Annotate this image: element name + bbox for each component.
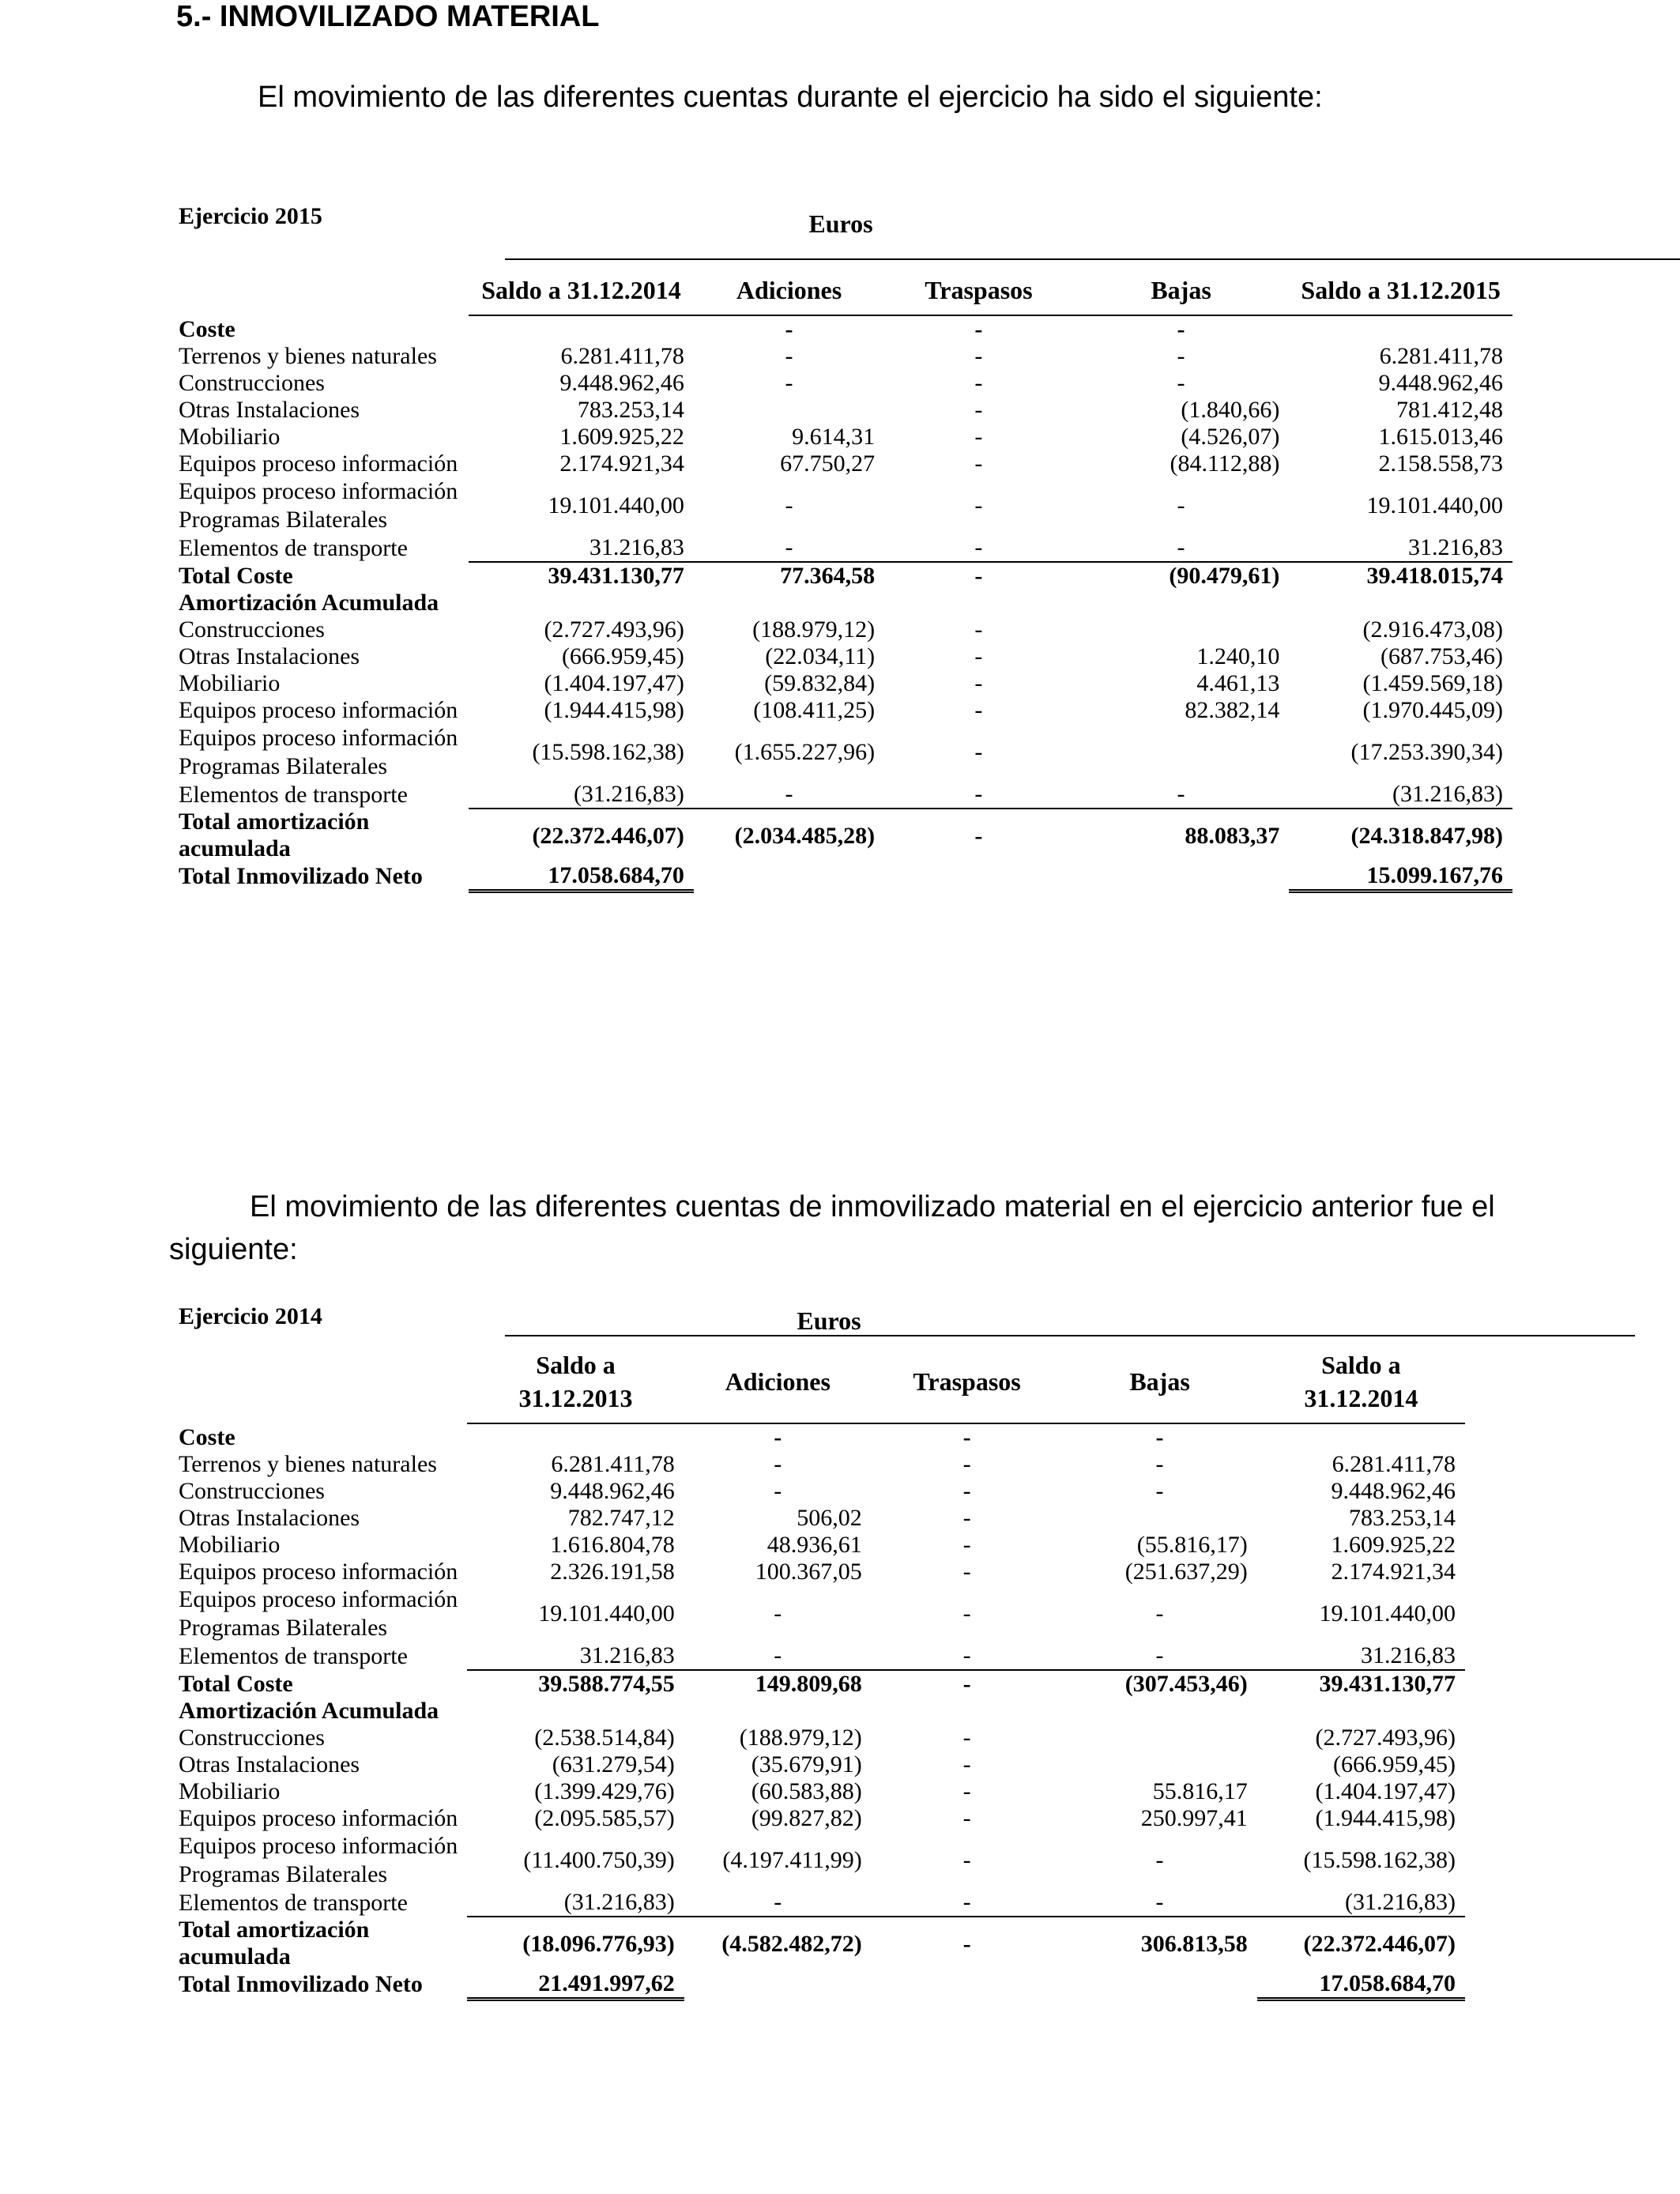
cell-adiciones: - [785, 370, 793, 396]
cell-traspasos: - [974, 397, 983, 423]
cell-traspasos: - [974, 534, 983, 560]
column-header: Traspasos [872, 1344, 1063, 1423]
cell-saldo-inicial: 1.609.925,22 [559, 424, 684, 450]
cell-saldo-final: 17.058.684,70 [1257, 1970, 1465, 2000]
cell-bajas: - [1177, 316, 1185, 342]
cell-saldo-inicial: 6.281.411,78 [551, 1451, 675, 1477]
cell-saldo-final: 39.431.130,77 [1257, 1670, 1465, 1698]
cell-traspasos: - [974, 643, 983, 669]
cell-traspasos: - [962, 1505, 971, 1531]
table-row [169, 670, 1512, 697]
cell-traspasos: - [962, 1642, 971, 1668]
cell-saldo-final: 31.216,83 [1408, 534, 1503, 560]
row-label: Equipos proceso información Programas Bilaterales [179, 478, 458, 533]
cell-bajas: (55.816,17) [1136, 1532, 1248, 1558]
cell-saldo-inicial: 39.588.774,55 [467, 1670, 684, 1698]
table-row [169, 1778, 1465, 1805]
table-row [169, 315, 1512, 343]
cell-traspasos: - [974, 697, 983, 723]
cell-saldo-inicial: (2.538.514,84) [534, 1725, 675, 1751]
cell-saldo-final: 9.448.962,46 [1378, 370, 1503, 396]
cell-saldo-inicial: (15.598.162,38) [532, 739, 684, 765]
row-label: Total amortización acumulada [179, 1917, 370, 1970]
cell-saldo-inicial: (31.216,83) [573, 781, 684, 807]
cell-saldo-final: (1.459.569,18) [1362, 670, 1503, 696]
cell-bajas: 250.997,41 [1140, 1805, 1248, 1831]
table-row [169, 1725, 1465, 1751]
cell-saldo-final: (1.404.197,47) [1315, 1778, 1456, 1804]
cell-saldo-final: (31.216,83) [1392, 781, 1503, 807]
cell-saldo-final: 783.253,14 [1349, 1505, 1456, 1531]
cell-adiciones: - [774, 1451, 782, 1477]
table-row [169, 424, 1512, 450]
cell-bajas: 1.240,10 [1196, 643, 1280, 669]
column-header: Saldo a 31.12.2013 [467, 1344, 684, 1423]
cell-bajas: 88.083,37 [1073, 809, 1290, 862]
cell-adiciones: 48.936,61 [767, 1532, 862, 1558]
cell-saldo-inicial: 782.747,12 [567, 1505, 675, 1531]
cell-adiciones [694, 590, 884, 616]
cell-saldo-inicial: 19.101.440,00 [538, 1600, 675, 1627]
row-label: Construcciones [179, 1725, 325, 1751]
cell-traspasos: - [974, 450, 983, 477]
cell-traspasos: - [872, 1670, 1063, 1698]
row-label: Equipos proceso información [179, 1559, 458, 1585]
cell-saldo-inicial: (1.399.429,76) [534, 1778, 675, 1804]
row-label: Terrenos y bienes naturales [179, 1451, 437, 1477]
table-row [169, 1532, 1465, 1559]
row-label: Equipos proceso información [179, 697, 458, 723]
cell-saldo-inicial: 783.253,14 [577, 397, 684, 423]
column-header: Saldo a 31.12.2015 [1289, 269, 1512, 315]
table-row [169, 1559, 1465, 1585]
cell-bajas: (1.840,66) [1181, 397, 1280, 423]
cell-bajas: - [1155, 1451, 1164, 1477]
table-row [169, 616, 1512, 643]
cell-traspasos: - [962, 1532, 971, 1558]
cell-adiciones: (4.197.411,99) [722, 1847, 862, 1873]
table-row [169, 697, 1512, 724]
cell-saldo-final [1289, 590, 1512, 616]
euros-label-2015: Euros [808, 209, 873, 238]
table-row [169, 370, 1512, 397]
cell-traspasos: - [962, 1478, 971, 1504]
cell-bajas [1062, 1970, 1256, 2000]
table-row [169, 397, 1512, 424]
cell-saldo-inicial: (2.727.493,96) [544, 616, 684, 643]
cell-saldo-final: 19.101.440,00 [1366, 492, 1503, 518]
table-row [169, 1832, 1465, 1889]
cell-saldo-final: (2.727.493,96) [1315, 1725, 1456, 1751]
cell-adiciones [694, 397, 884, 424]
row-label: Mobiliario [179, 1778, 281, 1804]
cell-adiciones: 67.750,27 [780, 450, 876, 477]
table-row [169, 1670, 1465, 1698]
year-label-2014: Ejercicio 2014 [179, 1303, 322, 1329]
cell-adiciones: (59.832,84) [764, 670, 876, 696]
cell-traspasos: - [974, 343, 983, 369]
header-blank-cell [169, 269, 469, 315]
cell-traspasos: - [974, 492, 983, 518]
row-label: Equipos proceso información Programas Bilaterales [179, 1833, 458, 1887]
cell-saldo-inicial: 9.448.962,46 [550, 1478, 675, 1504]
row-label: Elementos de transporte [179, 534, 408, 561]
row-label: Amortización Acumulada [179, 1698, 439, 1724]
table-row [169, 781, 1512, 809]
cell-adiciones: (188.979,12) [739, 1725, 862, 1751]
cell-saldo-final: 15.099.167,76 [1289, 862, 1512, 892]
cell-bajas [1073, 724, 1290, 781]
row-label: Equipos proceso información Programas Bilaterales [179, 725, 458, 779]
row-label: Mobiliario [179, 670, 281, 696]
cell-saldo-inicial: (631.279,54) [552, 1751, 675, 1777]
cell-adiciones: - [774, 1889, 782, 1915]
cell-saldo-final: 6.281.411,78 [1379, 343, 1503, 369]
column-header: Adiciones [694, 269, 884, 315]
cell-saldo-final: 1.609.925,22 [1331, 1532, 1456, 1558]
cell-saldo-final: (15.598.162,38) [1303, 1847, 1456, 1873]
cell-saldo-inicial: (1.944.415,98) [544, 697, 684, 723]
cell-saldo-final: 2.174.921,34 [1331, 1559, 1456, 1585]
cell-traspasos: - [974, 739, 983, 765]
cell-bajas: - [1177, 370, 1185, 396]
cell-saldo-inicial: 2.174.921,34 [559, 450, 684, 477]
cell-adiciones: 506,02 [797, 1505, 862, 1531]
cell-saldo-inicial: 9.448.962,46 [559, 370, 684, 396]
cell-traspasos: - [962, 1805, 971, 1831]
cell-traspasos: - [962, 1559, 971, 1585]
section-heading: 5.- INMOVILIZADO MATERIAL [176, 0, 600, 33]
cell-saldo-final: (22.372.446,07) [1257, 1917, 1465, 1970]
table-row [169, 343, 1512, 370]
table-row [169, 862, 1512, 892]
column-header: Bajas [1073, 269, 1290, 315]
cell-traspasos: - [884, 562, 1073, 590]
row-label: Otras Instalaciones [179, 1751, 360, 1777]
cell-adiciones: (2.034.485,28) [694, 809, 884, 862]
cell-saldo-inicial: 6.281.411,78 [560, 343, 684, 369]
cell-saldo-inicial: 2.326.191,58 [550, 1559, 675, 1585]
cell-traspasos: - [962, 1451, 971, 1477]
cell-saldo-final [1257, 1698, 1465, 1725]
cell-adiciones: - [785, 316, 793, 342]
cell-saldo-final: 19.101.440,00 [1319, 1600, 1456, 1627]
cell-traspasos: - [884, 809, 1073, 862]
cell-adiciones: 9.614,31 [792, 424, 876, 450]
cell-saldo-final: 9.448.962,46 [1331, 1478, 1456, 1504]
cell-saldo-inicial: (22.372.446,07) [469, 809, 694, 862]
cell-bajas [1062, 1725, 1256, 1751]
cell-traspasos: - [962, 1751, 971, 1777]
column-header: Bajas [1062, 1344, 1256, 1423]
cell-saldo-inicial: (18.096.776,93) [467, 1917, 684, 1970]
cell-saldo-final: (17.253.390,34) [1350, 739, 1503, 765]
table-row [169, 562, 1512, 590]
cell-traspasos: - [962, 1600, 971, 1627]
cell-traspasos: - [974, 424, 983, 450]
row-label: Total Inmovilizado Neto [179, 1971, 423, 1998]
cell-saldo-inicial: 1.616.804,78 [550, 1532, 675, 1558]
cell-adiciones: (60.583,88) [751, 1778, 862, 1804]
cell-saldo-final: 31.216,83 [1361, 1642, 1456, 1668]
table-row [169, 1751, 1465, 1778]
row-label: Elementos de transporte [179, 1889, 408, 1916]
column-header: Saldo a 31.12.2014 [1257, 1344, 1465, 1423]
cell-saldo-inicial: (31.216,83) [563, 1889, 675, 1915]
row-label: Mobiliario [179, 424, 281, 450]
cell-saldo-inicial: 17.058.684,70 [469, 862, 694, 892]
row-label: Equipos proceso información Programas Bilaterales [179, 1586, 458, 1641]
cell-bajas: - [1177, 343, 1185, 369]
column-header: Saldo a 31.12.2014 [469, 269, 694, 315]
cell-saldo-inicial: (666.959,45) [561, 643, 684, 669]
row-label: Otras Instalaciones [179, 397, 360, 423]
cell-adiciones: - [785, 343, 793, 369]
row-label: Total Coste [179, 1670, 293, 1697]
cell-saldo-inicial: (11.400.750,39) [523, 1847, 675, 1873]
cell-saldo-final: (31.216,83) [1345, 1889, 1456, 1915]
row-label: Coste [179, 315, 235, 342]
cell-saldo-inicial: 39.431.130,77 [469, 562, 694, 590]
table-row [169, 534, 1512, 562]
table-row [169, 1970, 1465, 2000]
cell-saldo-final: (1.944.415,98) [1315, 1805, 1456, 1831]
table-row [169, 809, 1512, 862]
cell-traspasos [872, 1698, 1063, 1725]
euros-rule-2015 [505, 258, 1680, 260]
row-label: Total Coste [179, 562, 293, 589]
row-label: Construcciones [179, 1478, 325, 1504]
cell-traspasos: - [974, 316, 983, 342]
cell-bajas [1073, 862, 1290, 892]
row-label: Construcciones [179, 616, 325, 643]
row-label: Otras Instalaciones [179, 1505, 360, 1531]
table-row [169, 724, 1512, 781]
table-row [169, 1889, 1465, 1917]
cell-traspasos: - [962, 1725, 971, 1751]
cell-saldo-final: 39.418.015,74 [1289, 562, 1512, 590]
cell-saldo-final: (1.970.445,09) [1362, 697, 1503, 723]
cell-saldo-inicial [467, 1423, 684, 1451]
row-label: Equipos proceso información [179, 450, 458, 477]
cell-bajas [1062, 1751, 1256, 1778]
cell-saldo-final: 6.281.411,78 [1332, 1451, 1456, 1477]
header-row [169, 1344, 1465, 1423]
table-row [169, 477, 1512, 534]
cell-adiciones: (4.582.482,72) [684, 1917, 872, 1970]
cell-bajas [1073, 590, 1290, 616]
cell-saldo-final [1257, 1423, 1465, 1451]
table-row [169, 643, 1512, 670]
cell-saldo-inicial: 31.216,83 [579, 1642, 675, 1668]
table-row [169, 1917, 1465, 1970]
year-label-2015: Ejercicio 2015 [179, 203, 322, 229]
row-label: Otras Instalaciones [179, 643, 360, 669]
cell-saldo-final: (666.959,45) [1333, 1751, 1456, 1777]
cell-bajas: (84.112,88) [1170, 450, 1280, 477]
row-label: Amortización Acumulada [179, 590, 439, 616]
cell-bajas: (251.637,29) [1124, 1559, 1248, 1585]
cell-adiciones: (22.034,11) [765, 643, 876, 669]
cell-adiciones: (108.411,25) [753, 697, 876, 723]
cell-bajas: (307.453,46) [1062, 1670, 1256, 1698]
cell-adiciones: 77.364,58 [694, 562, 884, 590]
cell-adiciones [694, 862, 884, 892]
cell-traspasos [872, 1970, 1063, 2000]
header-blank-cell [169, 1344, 467, 1423]
cell-saldo-final: (687.753,46) [1381, 643, 1503, 669]
table-row [169, 1585, 1465, 1642]
cell-adiciones: - [785, 492, 793, 518]
table-2014 [169, 1344, 1465, 2001]
cell-saldo-inicial: (2.095.585,57) [534, 1805, 675, 1831]
cell-traspasos: - [974, 616, 983, 643]
cell-saldo-inicial [467, 1698, 684, 1725]
table-row [169, 1805, 1465, 1832]
cell-bajas [1073, 616, 1290, 643]
cell-saldo-final: 1.615.013,46 [1378, 424, 1503, 450]
cell-saldo-final: 781.412,48 [1396, 397, 1503, 423]
cell-traspasos: - [962, 1889, 971, 1915]
row-label: Total amortización acumulada [179, 809, 370, 861]
cell-traspasos [884, 862, 1073, 892]
row-label: Equipos proceso información [179, 1805, 458, 1831]
cell-adiciones: 149.809,68 [684, 1670, 872, 1698]
cell-bajas: 55.816,17 [1152, 1778, 1248, 1804]
cell-saldo-inicial: 19.101.440,00 [548, 492, 684, 518]
cell-traspasos: - [962, 1778, 971, 1804]
cell-adiciones: - [785, 534, 793, 560]
cell-adiciones: - [785, 781, 793, 807]
table-row [169, 1698, 1465, 1725]
cell-bajas: 4.461,13 [1196, 670, 1280, 696]
cell-bajas [1062, 1698, 1256, 1725]
cell-adiciones: (188.979,12) [752, 616, 876, 643]
cell-saldo-final [1289, 315, 1512, 343]
row-label: Total Inmovilizado Neto [179, 863, 423, 890]
table-row [169, 590, 1512, 616]
table-row [169, 1451, 1465, 1478]
cell-adiciones: (1.655.227,96) [734, 739, 876, 765]
cell-saldo-final: 2.158.558,73 [1378, 450, 1503, 477]
cell-bajas: - [1177, 492, 1185, 518]
cell-bajas: - [1155, 1889, 1164, 1915]
cell-saldo-inicial: (1.404.197,47) [544, 670, 684, 696]
cell-saldo-final: (2.916.473,08) [1362, 616, 1503, 643]
table-row [169, 1505, 1465, 1532]
cell-traspasos: - [974, 670, 983, 696]
header-row [169, 269, 1512, 315]
cell-saldo-inicial [469, 315, 694, 343]
cell-bajas: - [1155, 1847, 1164, 1873]
cell-traspasos: - [872, 1917, 1063, 1970]
cell-bajas: 82.382,14 [1185, 697, 1280, 723]
table-row [169, 450, 1512, 477]
table-row [169, 1423, 1465, 1451]
column-header: Traspasos [884, 269, 1073, 315]
cell-adiciones [684, 1698, 872, 1725]
cell-bajas: (90.479,61) [1073, 562, 1290, 590]
column-header: Adiciones [684, 1344, 872, 1423]
cell-bajas: - [1155, 1600, 1164, 1627]
row-label: Construcciones [179, 370, 325, 396]
cell-saldo-inicial [469, 590, 694, 616]
cell-traspasos: - [974, 370, 983, 396]
row-label: Elementos de transporte [179, 781, 408, 808]
cell-saldo-inicial: 21.491.997,62 [467, 1970, 684, 2000]
intro-paragraph-2014: El movimiento de las diferentes cuentas de inmovilizado material en el ejercicio anterior fue el siguiente: [169, 1190, 1495, 1266]
row-label: Mobiliario [179, 1532, 281, 1558]
cell-adiciones: (99.827,82) [751, 1805, 862, 1831]
cell-traspasos: - [962, 1424, 971, 1450]
cell-traspasos: - [974, 781, 983, 807]
cell-saldo-inicial: 31.216,83 [589, 534, 684, 560]
cell-bajas: - [1155, 1478, 1164, 1504]
cell-bajas: - [1155, 1642, 1164, 1668]
row-label: Terrenos y bienes naturales [179, 343, 437, 369]
cell-bajas: - [1177, 534, 1185, 560]
cell-adiciones: - [774, 1642, 782, 1668]
cell-bajas: - [1177, 781, 1185, 807]
cell-bajas: - [1155, 1424, 1164, 1450]
cell-bajas: 306.813,58 [1062, 1917, 1256, 1970]
cell-traspasos: - [962, 1847, 971, 1873]
euros-rule-2014 [505, 1335, 1635, 1336]
row-label: Coste [179, 1423, 235, 1450]
table-row [169, 1642, 1465, 1670]
cell-adiciones: - [774, 1424, 782, 1450]
cell-saldo-final: (24.318.847,98) [1289, 809, 1512, 862]
cell-traspasos [884, 590, 1073, 616]
cell-adiciones: - [774, 1600, 782, 1627]
table-row [169, 1478, 1465, 1505]
table-2015 [169, 269, 1512, 893]
cell-adiciones: (35.679,91) [751, 1751, 862, 1777]
cell-bajas [1062, 1505, 1256, 1532]
cell-adiciones [684, 1970, 872, 2000]
cell-adiciones: 100.367,05 [755, 1559, 862, 1585]
cell-adiciones: - [774, 1478, 782, 1504]
euros-label-2014: Euros [797, 1306, 861, 1335]
row-label: Elementos de transporte [179, 1642, 408, 1669]
intro-paragraph-2015: El movimiento de las diferentes cuentas durante el ejercicio ha sido el siguiente: [258, 81, 1323, 114]
cell-bajas: (4.526,07) [1181, 424, 1280, 450]
